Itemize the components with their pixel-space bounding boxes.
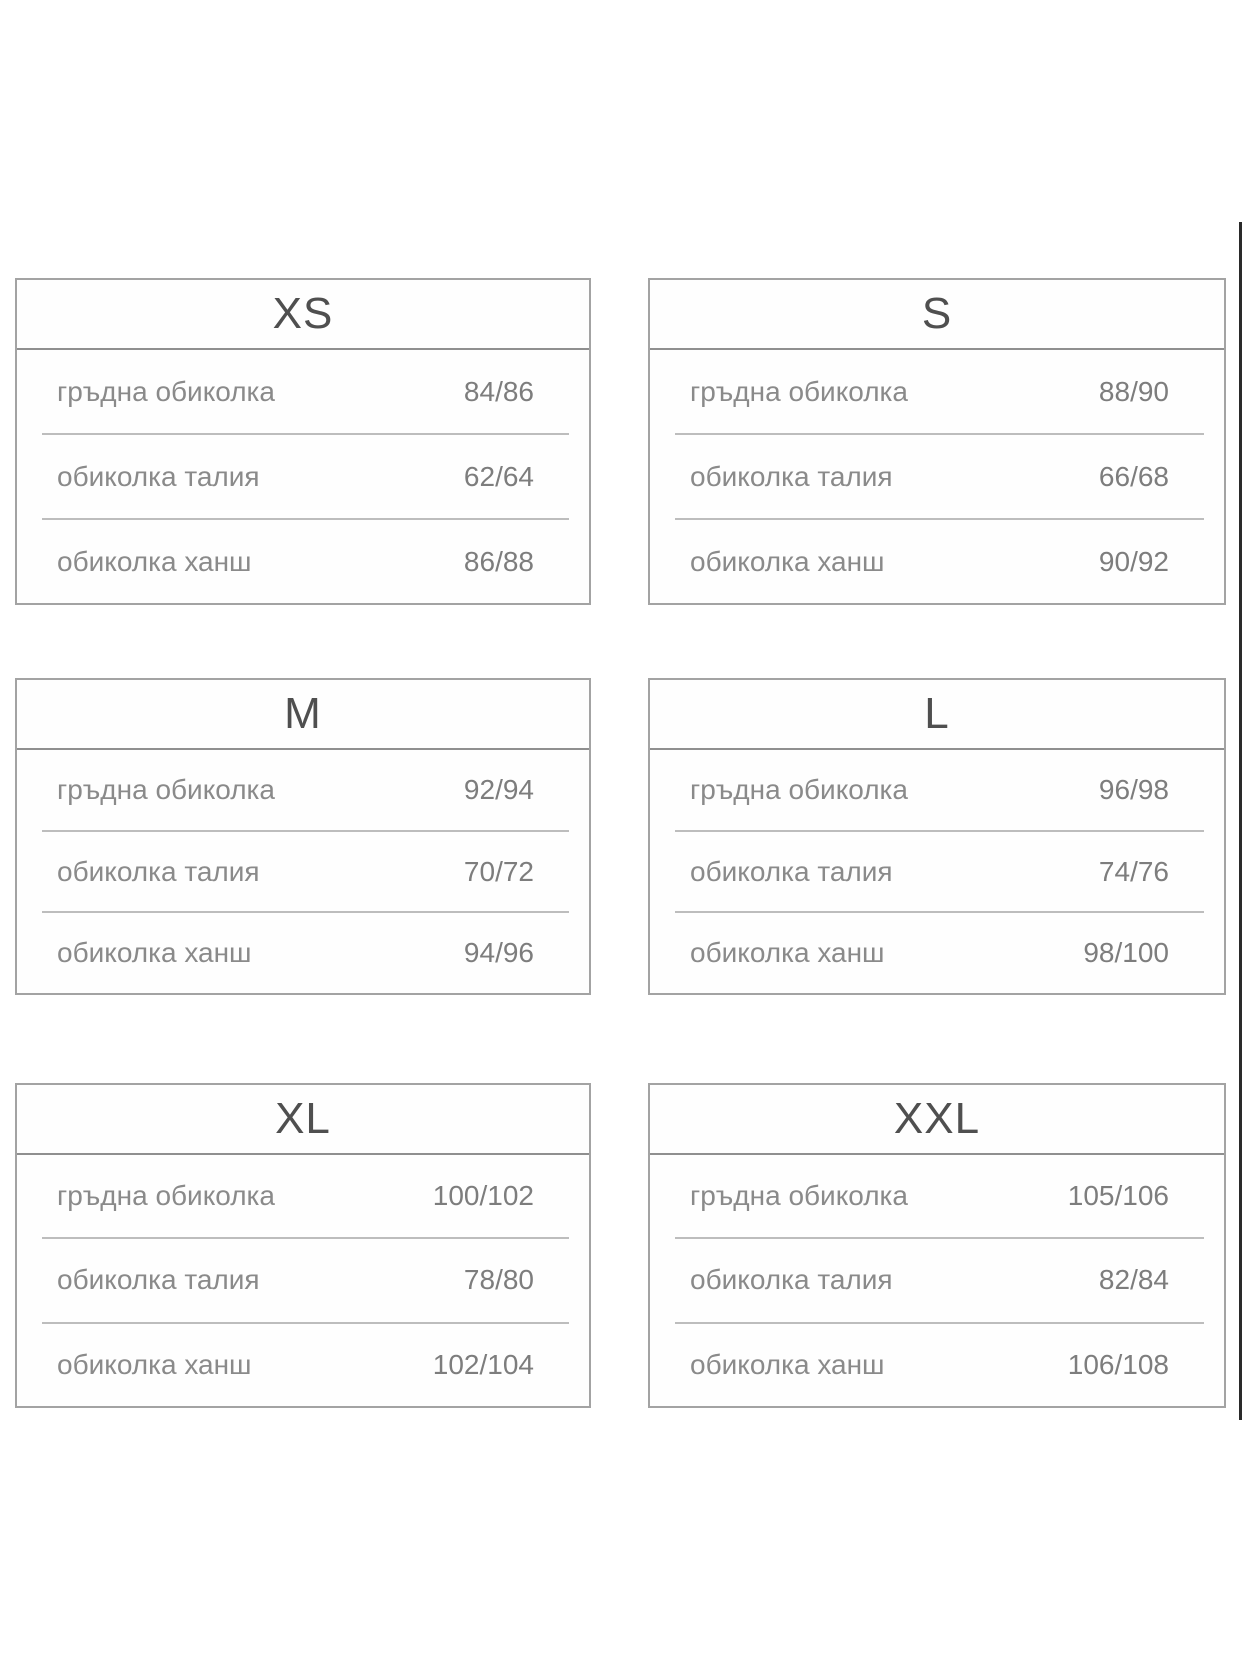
measurement-row-hips bbox=[650, 913, 1224, 993]
size-title-xxl: XXL bbox=[650, 1085, 1224, 1155]
size-card-body bbox=[650, 750, 1224, 993]
measurement-label: обиколка ханш bbox=[690, 1348, 885, 1380]
measurement-value: 70/72 bbox=[463, 855, 534, 887]
size-title-s: S bbox=[650, 280, 1224, 350]
measurement-value: 102/104 bbox=[432, 1348, 534, 1380]
size-card-body bbox=[650, 1155, 1224, 1406]
measurement-label: обиколка ханш bbox=[57, 545, 252, 577]
measurement-row-chest bbox=[650, 350, 1224, 433]
measurement-row-waist bbox=[650, 435, 1224, 518]
measurement-value: 84/86 bbox=[463, 375, 534, 407]
size-title-xs: XS bbox=[17, 280, 589, 350]
measurement-row-hips bbox=[17, 520, 589, 603]
measurement-value: 100/102 bbox=[432, 1180, 534, 1212]
measurement-row-chest bbox=[17, 350, 589, 433]
measurement-row-hips bbox=[17, 913, 589, 993]
measurement-value: 90/92 bbox=[1098, 545, 1169, 577]
measurement-value: 66/68 bbox=[1098, 460, 1169, 492]
measurement-row-chest bbox=[650, 750, 1224, 830]
measurement-value: 86/88 bbox=[463, 545, 534, 577]
measurement-value: 106/108 bbox=[1067, 1348, 1169, 1380]
measurement-row-waist bbox=[17, 832, 589, 912]
measurement-label: гръдна обиколка bbox=[57, 375, 275, 407]
measurement-label: гръдна обиколка bbox=[57, 773, 275, 805]
size-card-xxl bbox=[648, 1083, 1226, 1408]
measurement-label: обиколка ханш bbox=[57, 937, 252, 969]
measurement-label: гръдна обиколка bbox=[690, 375, 908, 407]
size-card-body bbox=[17, 1155, 589, 1406]
measurement-value: 62/64 bbox=[463, 460, 534, 492]
size-card-body bbox=[17, 750, 589, 993]
size-title-l: L bbox=[650, 680, 1224, 750]
measurement-row-hips bbox=[650, 1324, 1224, 1406]
measurement-row-waist bbox=[650, 1239, 1224, 1321]
measurement-label: гръдна обиколка bbox=[57, 1180, 275, 1212]
measurement-label: гръдна обиколка bbox=[690, 1180, 908, 1212]
measurement-row-hips bbox=[650, 520, 1224, 603]
measurement-label: обиколка талия bbox=[57, 855, 260, 887]
measurement-label: обиколка талия bbox=[690, 855, 893, 887]
measurement-label: обиколка талия bbox=[57, 460, 260, 492]
measurement-label: обиколка талия bbox=[690, 1264, 893, 1296]
size-card-m bbox=[15, 678, 591, 995]
measurement-value: 78/80 bbox=[463, 1264, 534, 1296]
measurement-row-waist bbox=[17, 1239, 589, 1321]
measurement-label: обиколка талия bbox=[690, 460, 893, 492]
measurement-value: 96/98 bbox=[1098, 773, 1169, 805]
measurement-row-chest bbox=[17, 1155, 589, 1237]
measurement-row-hips bbox=[17, 1324, 589, 1406]
measurement-label: обиколка талия bbox=[57, 1264, 260, 1296]
measurement-value: 88/90 bbox=[1098, 375, 1169, 407]
measurement-label: обиколка ханш bbox=[690, 937, 885, 969]
size-card-xl bbox=[15, 1083, 591, 1408]
measurement-row-chest bbox=[17, 750, 589, 830]
size-card-body bbox=[17, 350, 589, 603]
size-card-xs bbox=[15, 278, 591, 605]
size-title-xl: XL bbox=[17, 1085, 589, 1155]
measurement-value: 105/106 bbox=[1067, 1180, 1169, 1212]
size-card-l bbox=[648, 678, 1226, 995]
size-card-s bbox=[648, 278, 1226, 605]
measurement-value: 82/84 bbox=[1098, 1264, 1169, 1296]
measurement-value: 94/96 bbox=[463, 937, 534, 969]
measurement-row-waist bbox=[17, 435, 589, 518]
measurement-value: 74/76 bbox=[1098, 855, 1169, 887]
measurement-value: 98/100 bbox=[1083, 937, 1169, 969]
size-title-m: M bbox=[17, 680, 589, 750]
measurement-row-waist bbox=[650, 832, 1224, 912]
size-card-body bbox=[650, 350, 1224, 603]
measurement-label: обиколка ханш bbox=[57, 1348, 252, 1380]
measurement-label: гръдна обиколка bbox=[690, 773, 908, 805]
measurement-row-chest bbox=[650, 1155, 1224, 1237]
measurement-value: 92/94 bbox=[463, 773, 534, 805]
measurement-label: обиколка ханш bbox=[690, 545, 885, 577]
